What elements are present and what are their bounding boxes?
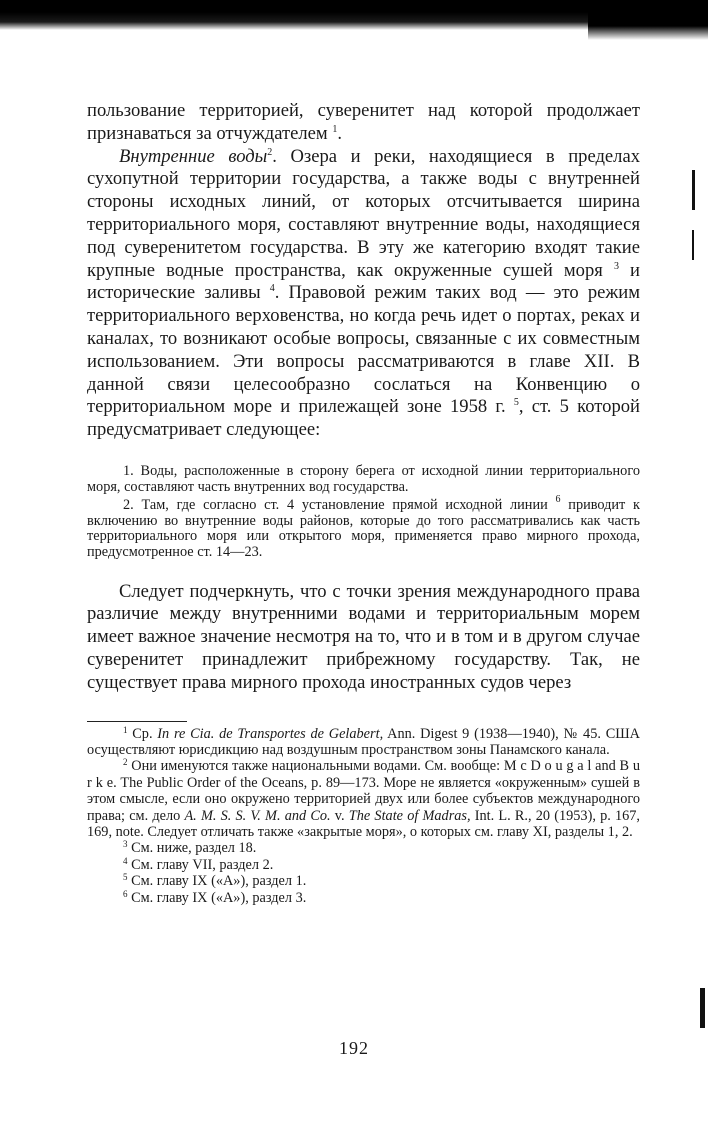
quote-item-2: 2. Там, где согласно ст. 4 установление прямой исходной линии $^6$ приводит к включению во внутренние воды районов, которые до того рассматривались как часть территориального моря или открытого моря, применяется право мирного прохода, предусмотренное ст. 14—23. [87,494,641,560]
footnote-ref[interactable]: 1 [332,123,338,135]
margin-mark [700,988,705,1028]
paragraph-distinction: Следует подчеркнуть, что с точки зрения международного права различие между внутренними водами и территориальным морем имеет важное значение несмотря на то, что и в том и в другом случае суверенитет принадлежит прибрежному государству. Так, не существует права мирного прохода иностранных судов через [87,580,640,693]
quote-item-1: 1. Воды, расположенные в сторону берега от исходной линии территориального моря, составляют часть внутренних вод государства. [87,462,640,495]
footnote-ref[interactable]: 4 [269,283,275,295]
footnote-3: $^3$ См. ниже, раздел 18. [123,839,257,857]
page-number: 192 [339,1038,369,1058]
document-page [87,100,640,906]
footnote-ref[interactable]: 6 [555,494,561,506]
footnote-divider [87,721,187,722]
margin-mark [692,170,695,210]
footnote-4: $^4$ См. главу VII, раздел 2. [123,855,274,873]
footnote-6: $^6$ См. главу IX («A»), раздел 3. [123,888,307,906]
footnote-ref[interactable]: 3 [613,260,619,272]
footnote-ref[interactable]: 2 [267,146,273,158]
footnote-1: $^1$ Cp. In re Cia. de Transportes de Gelabert, Ann. Digest 9 (1938—1940), № 45. США осуществляют юрисдикцию над воздушным пространством зоны Панамского канала. [87,724,640,758]
paragraph-continuation: пользование территорией, суверенитет над которой продолжает признаваться за отчуждателем $^1$. [87,100,640,144]
footnote-ref[interactable]: 5 [513,397,519,409]
section-heading: Внутренние воды [119,145,268,167]
footnotes [87,726,640,906]
scan-top-edge [0,0,708,30]
paragraph-internal-waters: Внутренние воды$^2$. Озера и реки, находящиеся в пределах сухопутной территории государства, а также воды с внутренней стороны исходных линий, от которых отсчитывается ширина территориального моря, составляют внутренние воды, находящиеся под суверенитетом государства. В эту же категорию входят такие крупные водные пространства, как окруженные сушей моря $^3$ и исторические заливы $^4$. Правовой режим таких вод — это режим территориального верховенства, но когда речь идет о портах, реках и каналах, то возникают особые вопросы, связанные с их совместным использованием. Эти вопросы рассматриваются в главе XII. В данной связи целесообразно сослаться на Конвенцию о территориальном море и прилежащей зоне 1958 г. $^5$, ст. 5 которой предусматривает следующее: [87,145,640,441]
footnote-2: $^2$ Они именуются также национальными водами. См. вообще: M c D o u g a l and B u r k e. The Public Order of the Oceans, p. 89—173. Море не является «окруженным» сушей в этом смысле, если оно окружено территорией двух или более субъектов международного права; см. дело A. M. S. S. V. M. and Co. v. The State of Madras, Int. L. R., 20 (1953), p. 167, 169, note. Следует отличать также «закрытые моря», о которых см. главу XI, разделы 1, 2. [87,757,641,840]
footnote-5: $^5$ См. главу IX («A»), раздел 1. [123,872,307,890]
convention-quote [87,464,640,561]
margin-mark [692,230,694,260]
